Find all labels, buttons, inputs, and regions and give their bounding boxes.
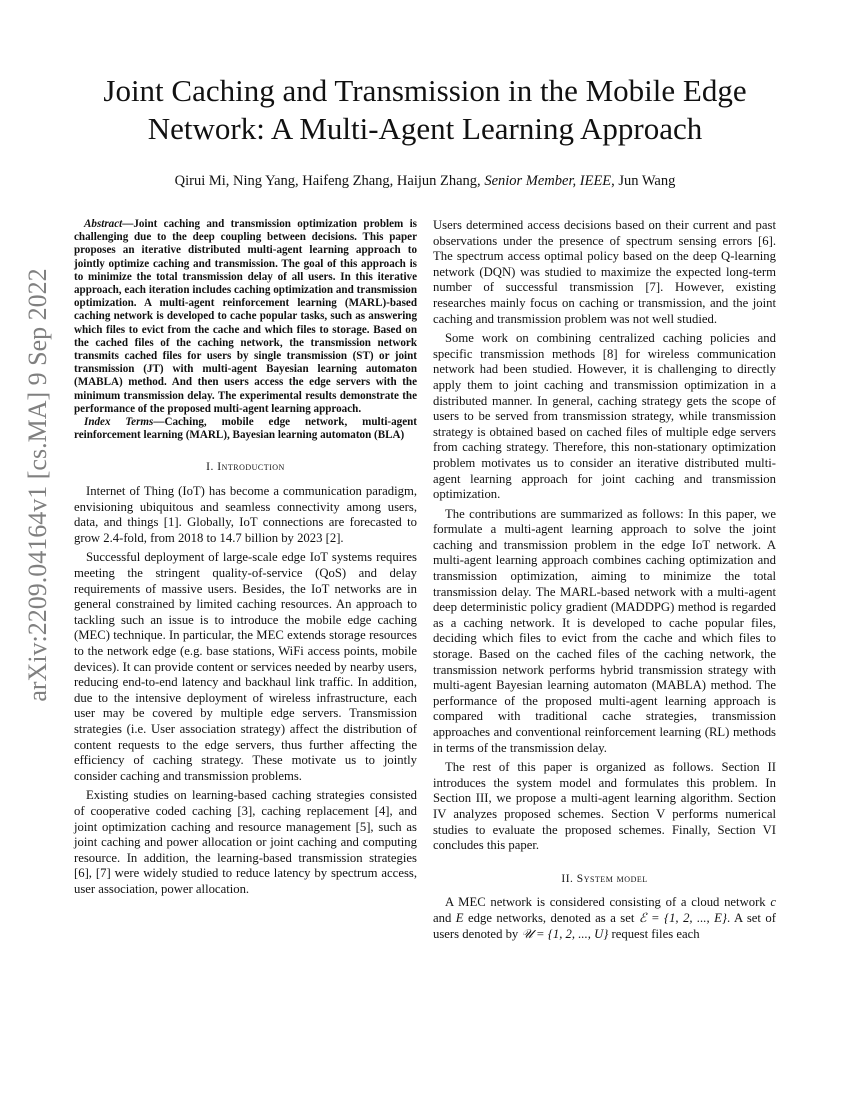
paper-title-line-1: Joint Caching and Transmission in the Mobile Edge: [103, 73, 747, 108]
sm-text-f: request files each: [608, 926, 700, 941]
index-terms-label: Index Terms: [84, 416, 154, 429]
abstract-text: —Joint caching and transmission optimization problem is challenging due to the deep coupling between decisions. This paper proposes an iterative distributed multi-agent learning approach to jointly optimize caching and transmission. The goal of this approach is to minimize the total transmission delay of all users. In this iterative approach, each iteration includes caching optimization and transmission optimization. A multi-agent reinforcement learning (MARL)-based caching network is developed to cache popular tasks, such as answering which files to evict from the cache and which files to storage. Based on the cached files of the caching network, the transmission network transmits cached files for users by single transmission (ST) or joint transmission (JT) with multi-agent Bayesian learning automaton (MABLA) method. And then users access the edge servers with the minimum transmission delay. The experimental results demonstrate the performance of the proposed multi-agent learning approach.: [74, 218, 417, 415]
sm-math-edge-set: ℰ = {1, 2, ..., E}: [638, 910, 728, 925]
author-ieee-role: Senior Member, IEEE: [484, 173, 612, 189]
index-terms: [74, 416, 417, 442]
right-paragraph-1: Users determined access decisions based on their current and past observations under the presence of spectrum sensing errors [6]. The spectrum access optimal policy based on the deep Q-learning network (DQN) was studied to maximize the expected long-term number of successful transmission [7]. However, existing researches mainly focus on caching or transmission, and the joint caching and transmission problem was not well studied.: [433, 218, 776, 326]
intro-paragraph-1: Internet of Thing (IoT) has become a communication paradigm, envisioning ubiquitous and seamless connectivity among users, data, and things [1]. Globally, IoT connections are forecasted to grow 2.4-fold, from 2018 to 14.7 billion by 2023 [2].: [74, 484, 417, 545]
section-heading-introduction: [74, 460, 417, 476]
intro-paragraph-2: Successful deployment of large-scale edge IoT systems requires meeting the stringent quality-of-service (QoS) and delay requirements of massive users. Besides, the IoT networks are in general constrained by limited caching resources. An approach to tackling such an issue is to introduce the mobile edge caching (MEC) technique. In particular, the MEC extends storage resources to the network edge (e.g. base stations, WiFi access points, mobile devices). It can provide content or services needed by nearby users, reducing end-to-end latency and backhaul link traffic. In addition, due to the intensive deployment of wireless infrastructure, each user may be covered by multiple edge servers. Transmission strategies (i.e. User association strategy) affect the distribution of content requests to the edge servers, thus further affecting the efficiency of caching strategy. These motivate us to jointly consider caching and transmission problems.: [74, 550, 417, 783]
abstract-label: Abstract: [84, 218, 123, 230]
arxiv-identifier-text: arXiv:2209.04164v1 [cs.MA] 9 Sep 2022: [22, 268, 52, 702]
abstract: [74, 218, 417, 416]
section-2-numeral: II.: [561, 872, 577, 885]
author-names: Qirui Mi, Ning Yang, Haifeng Zhang, Haijun Zhang,: [174, 173, 485, 189]
right-column: [433, 218, 776, 942]
left-column: [74, 218, 417, 897]
sm-text-a: A MEC network is considered consisting of a cloud network: [445, 895, 771, 910]
index-terms-text: —Caching, mobile edge network, multi-agent reinforcement learning (MARL), Bayesian learning automaton (BLA): [74, 416, 417, 442]
sm-text-b: and: [433, 910, 456, 925]
sm-math-c: c: [770, 895, 776, 910]
system-model-paragraph-1: [433, 895, 776, 942]
contributions-paragraph: The contributions are summarized as follows: In this paper, we formulate a multi-agent learning approach to solve the joint caching and transmission problem in the edge IoT network. A multi-agent learning approach combines caching optimization and transmission optimization, aiming to minimize the total transmission delay. The MARL-based network with a multi-agent deep deterministic policy gradient (MADDPG) method is regarded as a caching network. It is developed to cache popular files, deciding which files to evict from the cache and which files to storage. Based on the cached files of the caching network, the transmission network performs hybrid transmission strategy with multi-agent Bayesian learning automaton (MABLA) method. The performance of the proposed multi-agent learning approach is compared with traditional cache strategies, transmission approaches and conventional reinforcement learning (RL) methods in terms of the transmission delay.: [433, 506, 776, 755]
abstract-paragraph: [74, 218, 417, 416]
section-heading-system-model: [433, 872, 776, 888]
sm-math-E: E: [455, 910, 464, 925]
arxiv-identifier: [15, 268, 60, 702]
section-2-title: System model: [576, 872, 648, 885]
author-list: [60, 172, 790, 190]
right-paragraph-2: Some work on combining centralized caching policies and specific transmission methods [8] for wireless communication network had been studied. However, it is challenging to directly apply them to joint caching and transmission optimization in a distributed manner. In general, caching strategy gets the scope of users to be served from transmission strategy, while transmission strategy is obtained based on cached files of multiple edge servers from caching strategy. Therefore, this non-stationary optimization problem motivates us to consider an iterative distributed multi-agent learning approach for joint caching and transmission optimization.: [433, 331, 776, 502]
sm-text-e: . A set of users denoted by: [433, 910, 776, 941]
paper-title-line-2: Network: A Multi-Agent Learning Approach: [147, 111, 703, 146]
section-1-numeral: I.: [206, 461, 218, 474]
sm-text-d: edge networks, denoted as a set: [463, 910, 639, 925]
author-names-tail: , Jun Wang: [611, 173, 676, 189]
sm-math-user-set: 𝒰 = {1, 2, ..., U}: [521, 926, 609, 941]
organization-paragraph: The rest of this paper is organized as follows. Section II introduces the system model and formulates this problem. In Section III, we propose a multi-agent learning algorithm. Section IV analyzes proposed schemes. Section V performs numerical studies to evaluate the proposed schemes. Finally, Section VI concludes this paper.: [433, 760, 776, 853]
section-1-title: Introduction: [217, 461, 285, 474]
paper-title: [60, 72, 790, 148]
intro-paragraph-3: Existing studies on learning-based caching strategies consisted of cooperative coded caching [3], caching replacement [4], and joint optimization caching and resource management [5], such as joint caching and power allocation or joint caching and computing resource. In addition, the learning-based transmission strategies [6], [7] were widely studied to reduce latency by spectrum access, user association, power allocation.: [74, 788, 417, 896]
